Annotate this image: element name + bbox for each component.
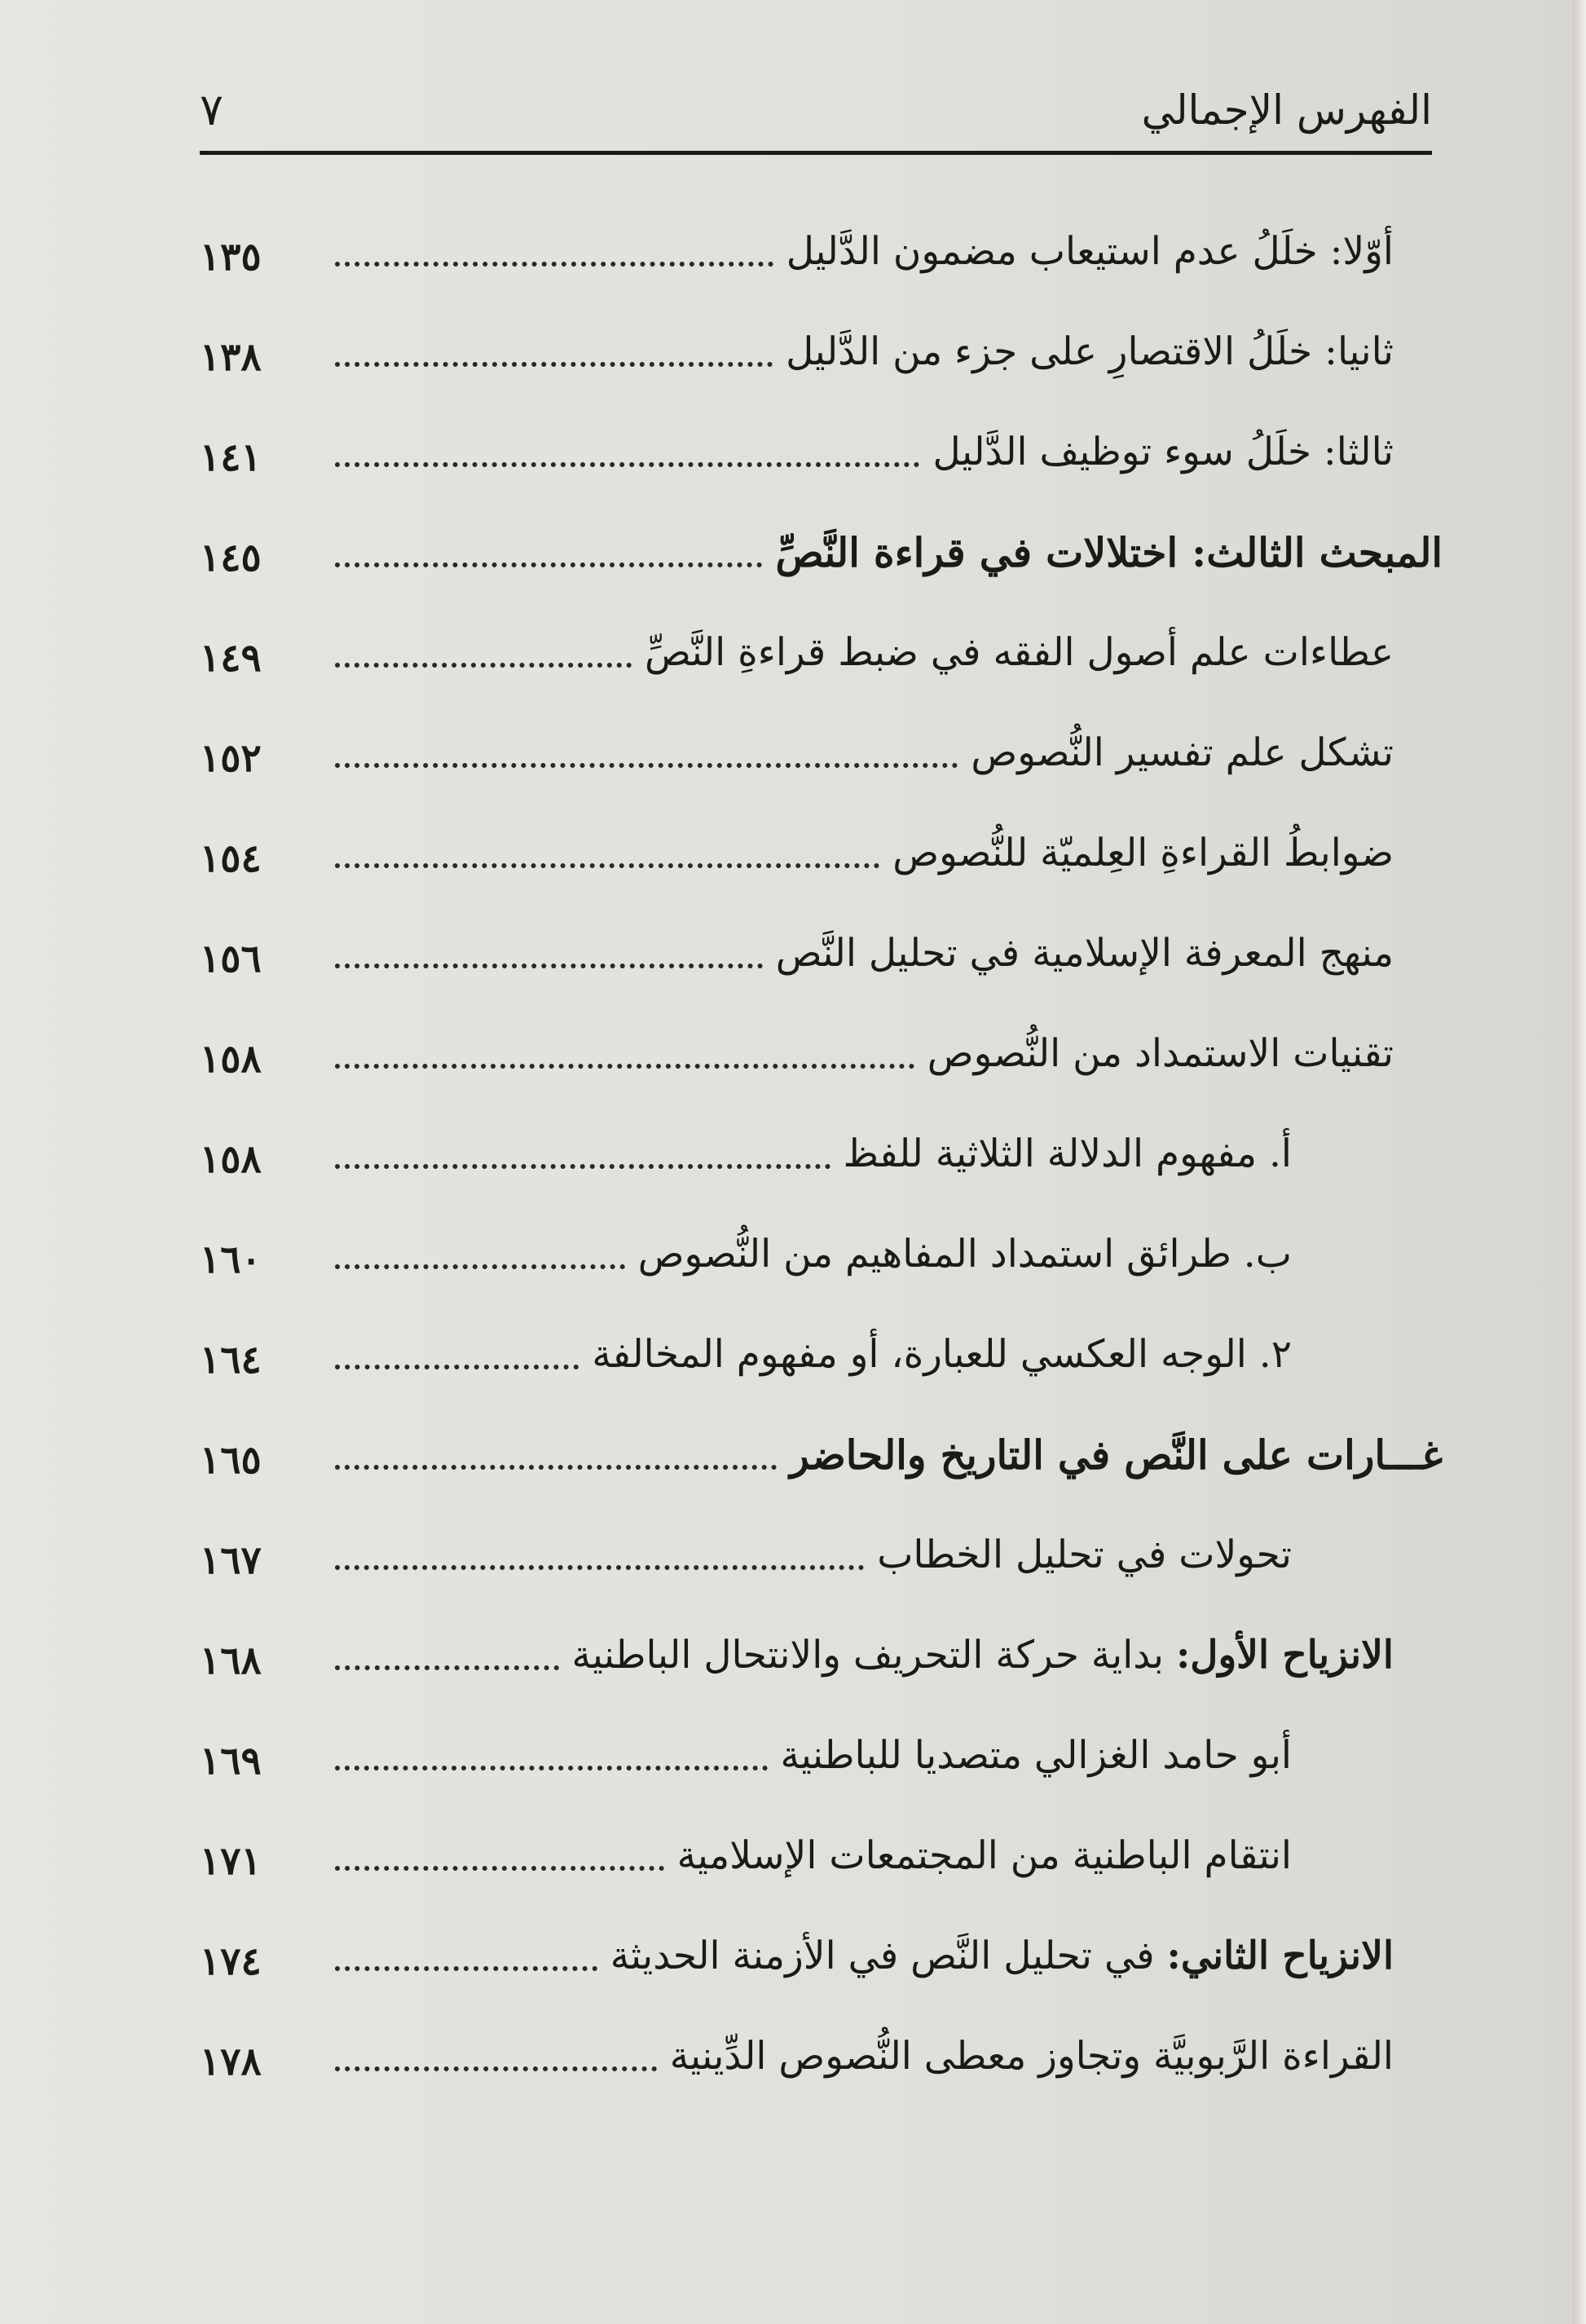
toc-entry <box>200 904 1443 1004</box>
toc-entry-title-prefix: الانزياح الثاني: <box>1166 1934 1394 1979</box>
toc-entry-title: المبحث الثالث: اختلالات في قراءة النَّصِّ <box>775 528 1443 576</box>
toc-entry-title: انتقام الباطنية من المجتمعات الإسلامية <box>676 1833 1292 1879</box>
toc-entry-page: ١٤٩ <box>200 636 262 681</box>
dot-leader <box>335 362 773 367</box>
toc-entry <box>200 1205 1443 1305</box>
header-rule <box>200 151 1432 155</box>
toc-entry <box>200 403 1443 503</box>
toc-entry-title-rest: بداية حركة التحريف والانتحال الباطنية <box>571 1633 1176 1678</box>
dot-leader <box>335 562 762 567</box>
toc-entry-page: ١٥٤ <box>200 836 262 881</box>
dot-leader <box>335 1866 664 1871</box>
toc-entry-title-rest: في تحليل النَّص في الأزمنة الحديثة <box>610 1934 1167 1979</box>
toc-entry-title: تحولات في تحليل الخطاب <box>877 1532 1292 1578</box>
dot-leader <box>335 262 773 267</box>
toc-entry-page: ١٧٨ <box>200 2040 262 2084</box>
toc-entry-title: أوّلا: خلَلُ عدم استيعاب مضمون الدَّليل <box>786 229 1394 275</box>
toc-entry <box>200 1907 1443 2007</box>
toc-entry-title: القراءة الرَّبوبيَّة وتجاوز معطى النُّصوص الدِّينية <box>669 2034 1394 2079</box>
toc-entry-page: ١٣٥ <box>200 235 262 280</box>
toc-entry-page: ١٥٢ <box>200 736 262 781</box>
page-edge <box>1573 0 1586 2324</box>
toc-entry-page: ١٥٨ <box>200 1037 262 1082</box>
dot-leader <box>335 1365 579 1369</box>
dot-leader <box>335 1565 864 1570</box>
toc-entry-title: عطاءات علم أصول الفقه في ضبط قراءةِ النَّصِّ <box>645 630 1394 676</box>
dot-leader <box>335 1064 914 1069</box>
toc-entry-page: ١٧١ <box>200 1839 262 1884</box>
header-title: الفهرس الإجمالي <box>1141 86 1432 134</box>
toc-entry <box>200 1806 1443 1907</box>
toc-entry <box>200 202 1443 302</box>
dot-leader <box>335 1164 830 1169</box>
toc-entry <box>200 1706 1443 1806</box>
toc-entry-title: منهج المعرفة الإسلامية في تحليل النَّص <box>775 931 1394 977</box>
toc-entry-page: ١٤١ <box>200 435 262 480</box>
table-of-contents <box>200 202 1443 2107</box>
toc-entry <box>200 2007 1443 2107</box>
toc-entry-page: ١٧٤ <box>200 1939 262 1984</box>
toc-entry <box>200 603 1443 703</box>
toc-entry-page: ١٦٠ <box>200 1237 262 1282</box>
toc-entry-page: ١٣٨ <box>200 335 262 380</box>
toc-entry <box>200 1105 1443 1205</box>
toc-entry-title: ب. طرائق استمداد المفاهيم من النُّصوص <box>637 1232 1292 1277</box>
dot-leader <box>335 763 958 768</box>
toc-entry-title: ضوابطُ القراءةِ العِلميّة للنُّصوص <box>892 831 1394 876</box>
toc-entry-page: ١٦٥ <box>200 1438 262 1483</box>
dot-leader <box>335 964 763 968</box>
toc-entry-page: ١٦٧ <box>200 1538 262 1583</box>
toc-entry-page: ١٤٥ <box>200 536 262 580</box>
toc-entry <box>200 1305 1443 1405</box>
toc-entry-page: ١٥٨ <box>200 1137 262 1182</box>
toc-entry-title: ثانيا: خلَلُ الاقتصارِ على جزء من الدَّليل <box>786 329 1394 375</box>
dot-leader <box>335 863 879 868</box>
toc-entry <box>200 804 1443 904</box>
toc-entry <box>200 1506 1443 1606</box>
toc-entry <box>200 1606 1443 1706</box>
toc-entry <box>200 1004 1443 1105</box>
running-header <box>200 77 1432 147</box>
toc-entry <box>200 1405 1443 1506</box>
dot-leader <box>335 1665 559 1670</box>
toc-entry-title <box>610 1933 1394 1981</box>
toc-entry-page: ١٥٦ <box>200 937 262 981</box>
page-number: ٧ <box>200 84 224 135</box>
toc-entry-title: تقنيات الاستمداد من النُّصوص <box>927 1031 1394 1077</box>
toc-entry <box>200 503 1443 603</box>
toc-entry-title: أبو حامد الغزالي متصديا للباطنية <box>780 1733 1292 1779</box>
toc-entry-title: تشكل علم تفسير النُّصوص <box>971 730 1394 776</box>
dot-leader <box>335 663 632 668</box>
toc-entry-title <box>572 1632 1394 1680</box>
toc-entry-title: أ. مفهوم الدلالة الثلاثية للفظ <box>843 1131 1292 1177</box>
dot-leader <box>335 1264 625 1269</box>
toc-entry-title-prefix: الانزياح الأول: <box>1175 1633 1394 1678</box>
toc-entry <box>200 302 1443 403</box>
toc-entry <box>200 703 1443 804</box>
dot-leader <box>335 1465 777 1470</box>
toc-entry-title: غـــارات على النَّص في التاريخ والحاضر <box>790 1431 1443 1479</box>
toc-entry-title: ثالثا: خلَلُ سوء توظيف الدَّليل <box>932 430 1394 475</box>
toc-entry-title: ٢. الوجه العكسي للعبارة، أو مفهوم المخالفة <box>592 1332 1292 1378</box>
dot-leader <box>335 462 919 467</box>
toc-entry-page: ١٦٩ <box>200 1739 262 1784</box>
dot-leader <box>335 1766 768 1771</box>
toc-entry-page: ١٦٤ <box>200 1338 262 1382</box>
dot-leader <box>335 2066 657 2071</box>
dot-leader <box>335 1966 597 1971</box>
toc-entry-page: ١٦٨ <box>200 1638 262 1683</box>
